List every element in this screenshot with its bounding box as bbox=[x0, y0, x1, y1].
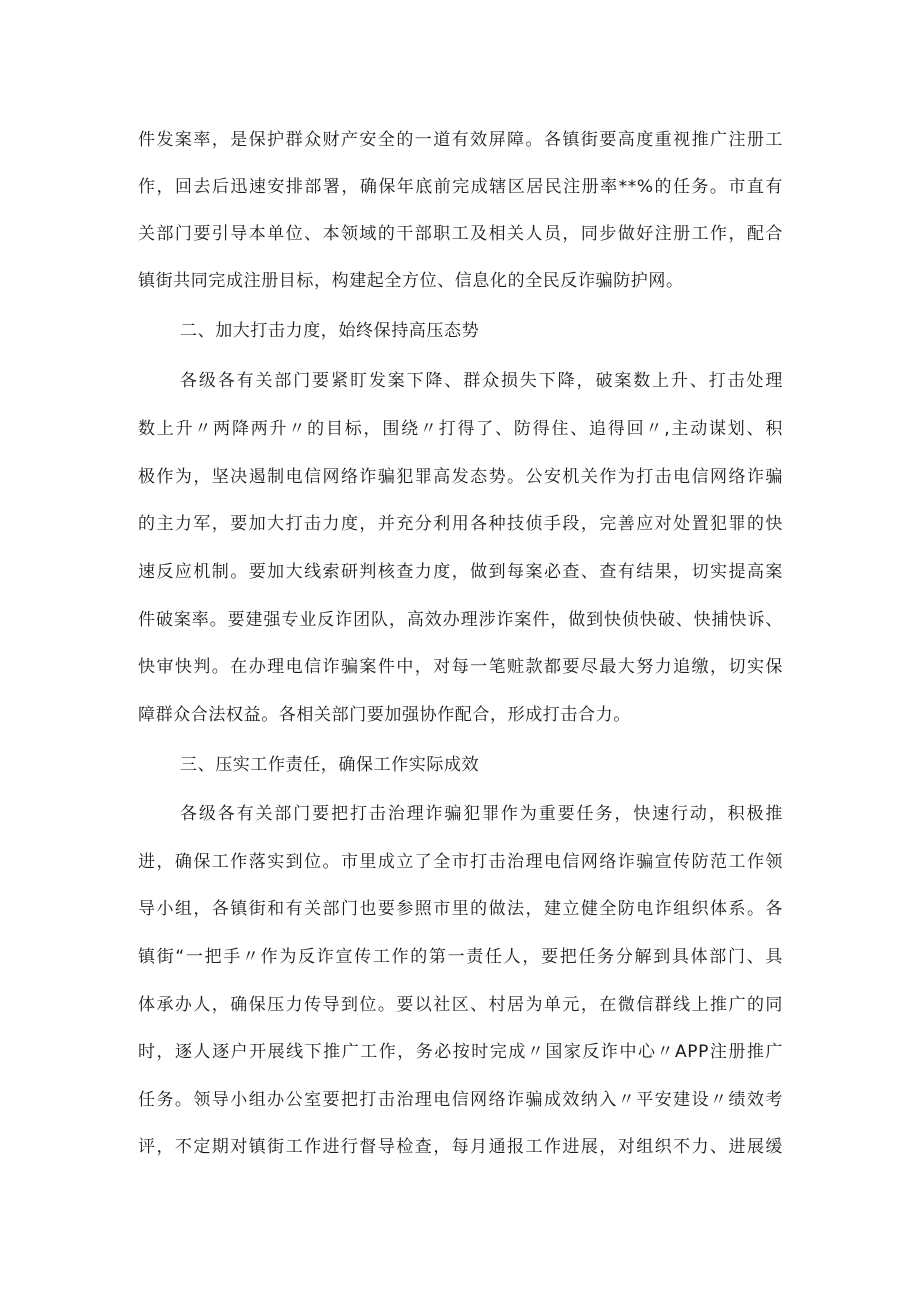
paragraph-line: 镇街“一把手〃作为反诈宣传工作的第一责任人，要把任务分解到具体部门、具 bbox=[138, 947, 783, 967]
paragraph-line: 时，逐人逐户开展线下推广工作，务必按时完成〃国家反诈中心〃APP注册推广 bbox=[138, 1042, 783, 1062]
section-heading-2: 二、加大打击力度，始终保持高压态势 bbox=[180, 321, 480, 341]
paragraph-line: 各级各有关部门要紧盯发案下降、群众损失下降，破案数上升、打击处理 bbox=[180, 371, 783, 391]
paragraph-line: 数上升〃两降两升〃的目标，围绕〃打得了、防得住、追得回〃,主动谋划、积 bbox=[138, 419, 783, 439]
paragraph-line: 评，不定期对镇街工作进行督导检查，每月通报工作进展，对组织不力、进展缓 bbox=[138, 1137, 783, 1157]
paragraph-line: 关部门要引导本单位、本领域的干部职工及相关人员，同步做好注册工作，配合 bbox=[138, 224, 783, 244]
paragraph-line: 件发案率，是保护群众财产安全的一道有效屏障。各镇街要高度重视推广注册工 bbox=[138, 130, 783, 150]
paragraph-line: 各级各有关部门要把打击治理诈骗犯罪作为重要任务，快速行动，积极推 bbox=[180, 804, 783, 824]
section-heading-3: 三、压实工作责任，确保工作实际成效 bbox=[180, 755, 480, 775]
paragraph-line: 任务。领导小组办公室要把打击治理电信网络诈骗成效纳入〃平安建设〃绩效考 bbox=[138, 1090, 783, 1110]
paragraph-line: 件破案率。要建强专业反诈团队，高效办理涉诈案件，做到快侦快破、快捕快诉、 bbox=[138, 610, 783, 630]
paragraph-line: 镇街共同完成注册目标，构建起全方位、信息化的全民反诈骗防护网。 bbox=[138, 271, 684, 291]
paragraph-line: 作，回去后迅速安排部署，确保年底前完成辖区居民注册率**%的任务。市直有 bbox=[138, 177, 783, 197]
paragraph-line: 的主力军，要加大打击力度，并充分利用各种技侦手段，完善应对处置犯罪的快 bbox=[138, 514, 783, 534]
paragraph-line: 进，确保工作落实到位。市里成立了全市打击治理电信网络诈骗宣传防范工作领 bbox=[138, 852, 783, 872]
paragraph-line: 速反应机制。要加大线索研判核查力度，做到每案必查、查有结果，切实提高案 bbox=[138, 562, 783, 582]
paragraph-line: 导小组，各镇街和有关部门也要参照市里的做法，建立健全防电诈组织体系。各 bbox=[138, 899, 783, 919]
paragraph-line: 体承办人，确保压力传导到位。要以社区、村居为单元，在微信群线上推广的同 bbox=[138, 995, 783, 1015]
paragraph-line: 快审快判。在办理电信诈骗案件中，对每一笔赃款都要尽最大努力追缴，切实保 bbox=[138, 657, 783, 677]
paragraph-line: 极作为，坚决遏制电信网络诈骗犯罪高发态势。公安机关作为打击电信网络诈骗 bbox=[138, 467, 783, 487]
paragraph-line: 障群众合法权益。各相关部门要加强协作配合，形成打击合力。 bbox=[138, 705, 631, 725]
